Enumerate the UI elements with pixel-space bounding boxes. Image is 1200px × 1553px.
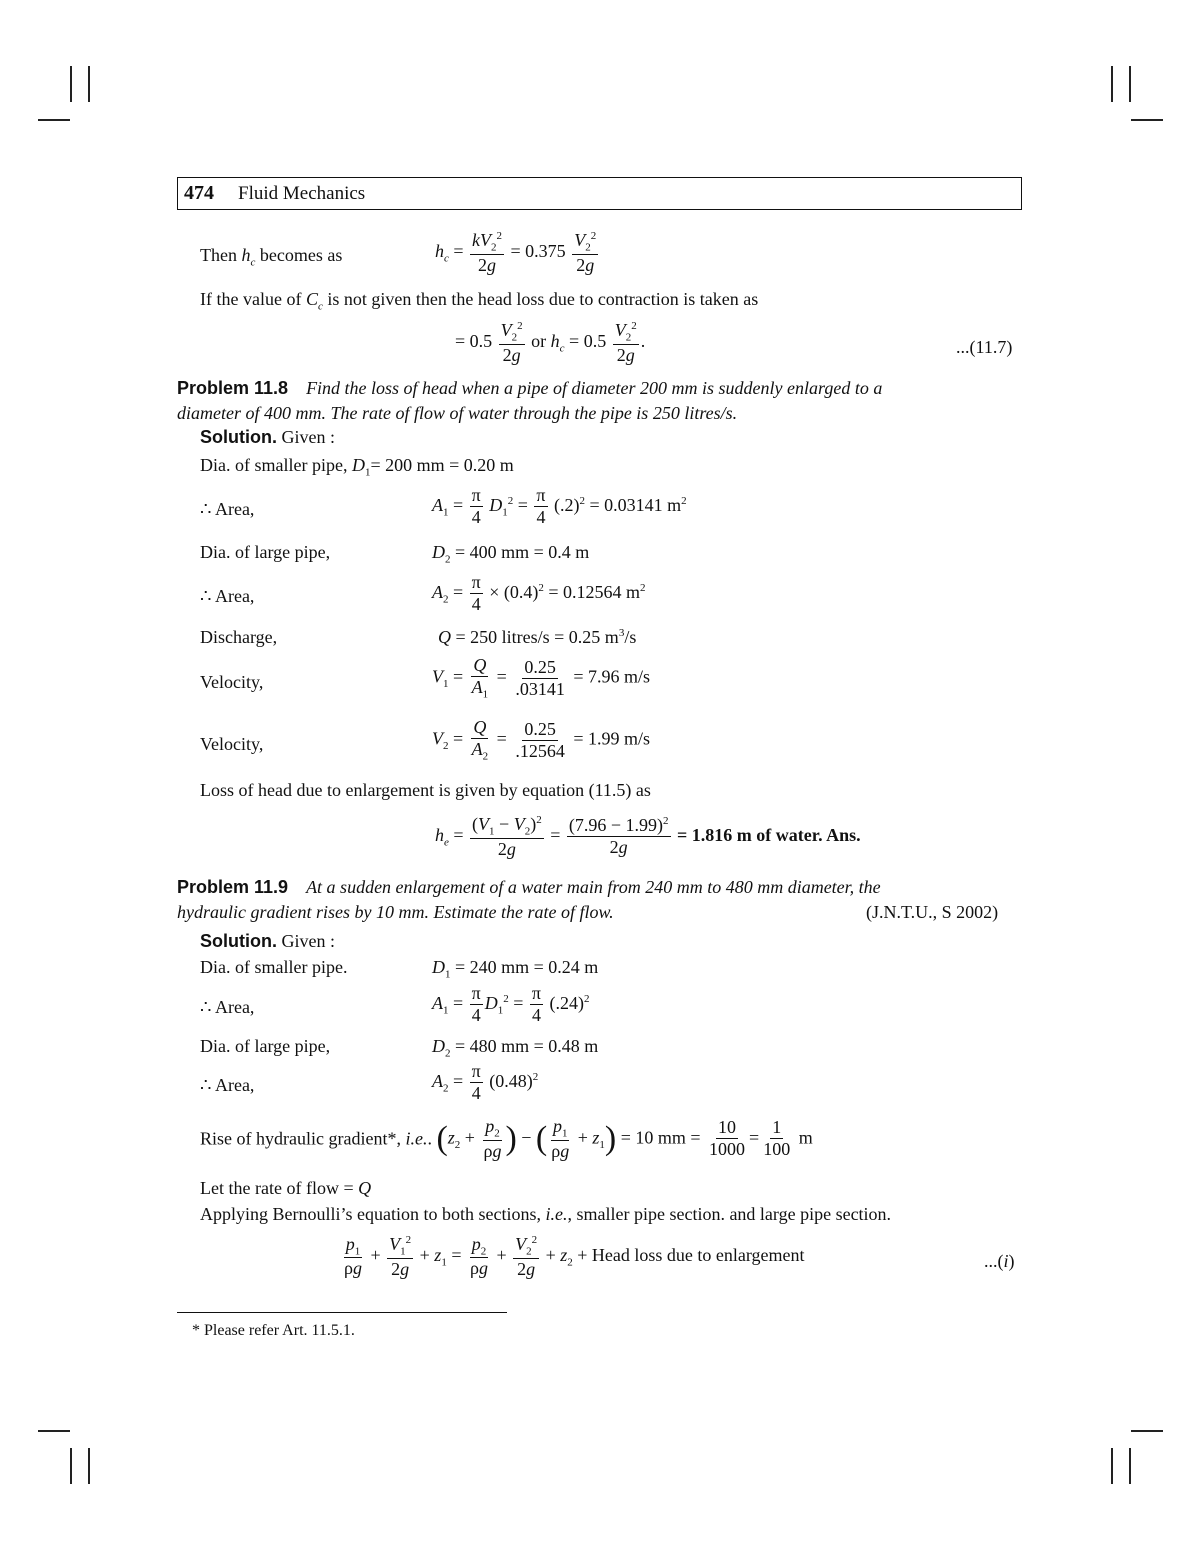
book-title: Fluid Mechanics [238,183,366,204]
problem-label: Problem 11.9 [177,877,289,897]
cc-not-given-text: If the value of $C_c$ is not given then the head loss due to contraction is taken as [200,289,759,313]
source-citation: (J.N.T.U., S 2002) [866,902,999,922]
row-label: ∴ Area, [200,499,255,519]
rise-of-hydraulic-gradient: Rise of hydraulic gradient*, i.e.. ($z_2$ + $\frac{p_2}{\rho g}$ ) − ( $\frac{p_1}{\rho g}$ + $z_1) = 10$ mm = $\frac{10}{1000}$ = $\frac{1}{100}$ m [200,1116,813,1161]
problem-text: At a sudden enlargement of a water main from 240 mm to 480 mm diameter, the [306,877,881,897]
equation-v2: $V_2$ = $\frac{Q}{A_2}$ = $\frac{0.25}{.12564}$ = 1.99 m/s [432,717,650,763]
crop-mark [1111,1448,1113,1484]
footnote: * Please refer Art. 11.5.1. [192,1322,355,1339]
let-rate-text: Let the rate of flow = Q [200,1178,372,1198]
crop-mark [38,1430,70,1432]
row-label: Velocity, [200,734,264,754]
crop-mark [70,66,72,102]
row-label: Velocity, [200,672,264,692]
equation-v1: $V_1$ = $\frac{Q}{A_1}$ = $\frac{0.25}{.03141}$ = 7.96 m/s [432,655,650,701]
equation-he: $h_e$ = $\frac{(V_1 - V_2)^2}{2g}$ = $\frac{(7.96 - 1.99)^2}{2g}$ = 1.816 m of water. Ans. [435,814,861,859]
solution-heading: Solution. Given : [200,427,335,447]
crop-mark [1131,1430,1163,1432]
bernoulli-rhs: + Head loss due to enlargement [577,1244,805,1265]
equation-tag: ...(i) [984,1251,1015,1271]
solution-heading: Solution. Given : [200,931,335,951]
row-label: Dia. of large pipe, [200,1036,331,1056]
problem-11-9-statement [177,877,1023,898]
equation-a2: $A_2$ = $\frac{\pi}{4}$ × $(0.4)^2 = 0.12564$ $m^2$ [432,572,646,614]
row-label: Discharge, [200,627,278,647]
then-hc-label: Then $h_c$ becomes as [200,245,343,269]
row-label: ∴ Area, [200,1075,255,1095]
problem-text: hydraulic gradient rises by 10 mm. Estimate the rate of flow. [177,902,614,922]
equation-hc: $h_c$ = $\frac{kV_2^2}{2g}$ = 0.375 $\frac{V_2^2}{2g}$ [435,230,597,275]
problem-text: diameter of 400 mm. The rate of flow of water through the pipe is 250 litres/s. [177,403,738,423]
crop-mark [38,119,70,121]
equation-d1: $D_1 = 240$ mm = 0.24 m [432,957,599,981]
crop-mark [88,66,90,102]
equation-d2: $D_2 = 400$ mm = 0.4 m [432,542,590,566]
row-label: ∴ Area, [200,586,255,606]
equation-q: Q = 250 litres/s = 0.25 $m^3/s$ [438,627,637,647]
running-header [177,177,1022,210]
footnote-rule [177,1312,507,1313]
crop-mark [1111,66,1113,102]
crop-mark [70,1448,72,1484]
equation-a1: $A_1$ = $\frac{\pi}{4}$ $D_1^2$ = $\frac{\pi}{4}$ $(.2)^2 = 0.03141$ $m^2$ [432,485,687,527]
bernoulli-equation: $\frac{p_1}{\rho g}$ + $\frac{V_1^2}{2g}$ + $z_1$ = $\frac{p_2}{\rho g}$ + $\frac{V_2^2}{2g}$ + $z_2$ + Head loss due to enlargement [344,1233,805,1279]
equation-11-7: = 0.5 $\frac{V_2^2}{2g}$ or $h_c = 0.5$ $\frac{V_2^2}{2g}$ . [455,320,646,365]
answer: = 1.816 m of water. Ans. [677,824,861,845]
loss-text: Loss of head due to enlargement is given by equation (11.5) as [200,780,651,800]
crop-mark [88,1448,90,1484]
crop-mark [1129,1448,1131,1484]
bernoulli-text: Applying Bernoulli’s equation to both sections, i.e., smaller pipe section. and large pipe section. [200,1204,892,1224]
row-label: Dia. of smaller pipe. [200,957,348,977]
given-d1: Dia. of smaller pipe, $D_1= 200$ mm = 0.20 m [200,455,514,479]
equation-d2: $D_2 = 480$ mm = 0.48 m [432,1036,599,1060]
problem-label: Problem 11.8 [177,378,289,398]
problem-text: Find the loss of head when a pipe of diameter 200 mm is suddenly enlarged to a [306,378,883,398]
row-label: Dia. of large pipe, [200,542,331,562]
page-number: 474 [184,182,214,204]
equation-a1: $A_1$ = $\frac{\pi}{4}$ $D_1^2$ = $\frac{\pi}{4}$ $(.24)^2$ [432,983,590,1025]
row-label: ∴ Area, [200,997,255,1017]
crop-mark [1129,66,1131,102]
problem-11-8-statement [177,378,1023,399]
crop-mark [1131,119,1163,121]
equation-tag: ...(11.7) [956,337,1013,357]
equation-a2: $A_2$ = $\frac{\pi}{4}$ $(0.48)^2$ [432,1061,539,1103]
